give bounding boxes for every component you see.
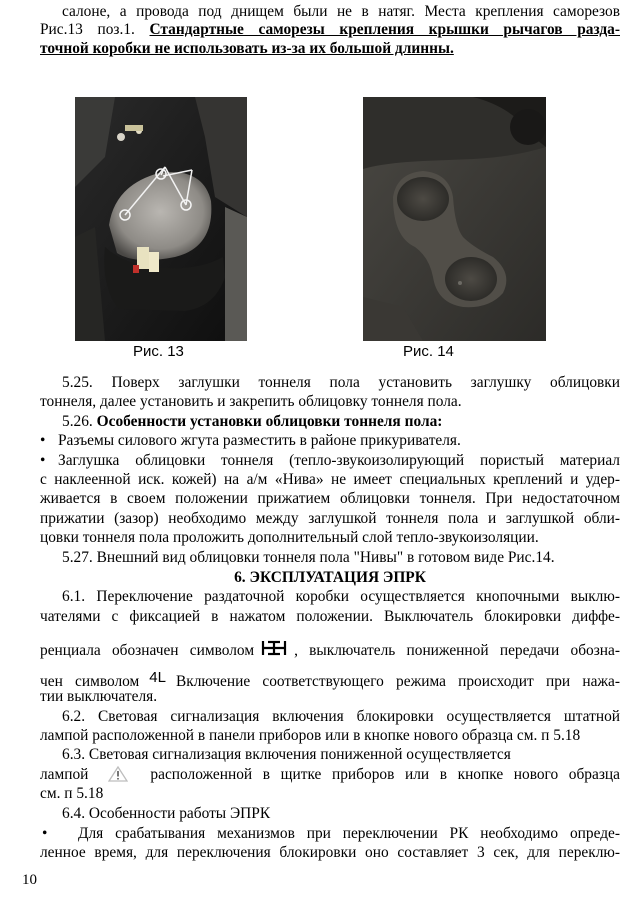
para-6-3-line3: см. п 5.18 (40, 785, 104, 802)
para-6-3-line1: 6.3. Световая сигнализация включения пониженной осуществляется (62, 746, 511, 763)
bullet-3-line2: ленное время, для переключения блокировки оно составляет 3 сек, для переклю- (40, 844, 620, 861)
para-6-1-text-a: ренциала обозначен символом (40, 642, 255, 659)
bullet-icon: • (40, 452, 46, 469)
bullet-2-line1 (40, 452, 620, 470)
bullet-3-text: Для срабатывания механизмов при переключении РК необходимо опреде- (78, 825, 620, 842)
photo-14-image (363, 97, 546, 341)
para-5-27: 5.27. Внешний вид облицовки тоннеля пола "Нивы" в готовом виде Рис.14. (62, 549, 555, 566)
photo-fig-13 (75, 97, 247, 341)
photo-13-image (75, 97, 247, 341)
bullet-2-line5: цовки тоннеля пола проложить дополнительный слой тепло-звукоизоляции. (40, 529, 539, 546)
para-6-1-text-c: чен символом (40, 673, 140, 690)
warning-text-part2: точной коробки не использовать из-за их большой длинны. (40, 40, 454, 57)
differential-lock-icon (260, 639, 288, 662)
bullet-icon: • (40, 432, 46, 449)
para-6-4: 6.4. Особенности работы ЭПРК (62, 805, 271, 822)
caption-fig-14: Рис. 14 (403, 343, 454, 360)
para-5-26-number: 5.26. (62, 413, 97, 430)
bullet-2-line4: прижатии (зазор) необходимо между заглушкой тоннеля пола и заглушкой обли- (40, 510, 620, 527)
para-6-3-text-b: расположенной в щитке приборов или в кнопке нового образца (150, 766, 620, 783)
caption-fig-13: Рис. 13 (133, 343, 184, 360)
para-6-1-text-b: , выключатель пониженной передачи обозна- (294, 642, 620, 659)
low-gear-4l-icon: 4L (149, 669, 166, 686)
bullet-icon: • (42, 825, 48, 842)
para-6-1-line1: 6.1. Переключение раздаточной коробки осуществляется кнопочными выклю- (62, 588, 620, 605)
fig-ref: Рис.13 поз.1. (40, 21, 150, 38)
para-6-1-text-d: Включение соответствующего режима происходит при нажа- (175, 673, 620, 690)
para-5-26-title: Особенности установки облицовки тоннеля пола: (96, 413, 443, 430)
page-number: 10 (22, 872, 37, 888)
para-6-2-line1: 6.2. Световая сигнализация включения блокировки осуществляется штатной (62, 708, 620, 725)
bullet-2-text: Заглушка облицовки тоннеля (тепло-звукоизолирующий пористый материал (58, 452, 620, 469)
para-5-25-line1: 5.25. Поверх заглушки тоннеля пола установить заглушку облицовки (62, 374, 620, 391)
bullet-2-line3: живается в своем положении прижатием облицовки тоннеля. При недостаточном (40, 490, 620, 507)
para-6-3-text-a: лампой (40, 766, 89, 783)
text-line-1: салоне, а провода под днищем были не в натяг. Места крепления саморезов (62, 3, 620, 20)
bullet-1 (40, 432, 461, 450)
text-line-2 (40, 21, 620, 39)
para-6-1-line3 (40, 639, 620, 662)
para-6-2-line2: лампой расположенной в панели приборов или в кнопке нового образца см. п 5.18 (40, 727, 581, 744)
warning-triangle-icon (108, 766, 128, 787)
para-5-26 (62, 413, 442, 431)
para-5-25-line2: тоннеля, далее установить и закрепить облицовку тоннеля пола. (40, 393, 462, 410)
bullet-2-line2: с наклеенной иск. кожей) на а/м «Нива» не имеет специальных креплений и удер- (40, 471, 620, 488)
para-6-1-line2: чателями с фиксацией в нажатом положении. Выключатель блокировки диффе- (40, 608, 620, 625)
photo-fig-14 (363, 97, 546, 341)
para-6-1-line5: тии выключателя. (40, 688, 158, 705)
warning-text-part1: Стандартные саморезы крепления крышки рычагов разда- (149, 21, 620, 38)
section-heading-6: 6. ЭКСПЛУАТАЦИЯ ЭПРК (234, 569, 426, 586)
para-6-3-line2 (40, 766, 620, 787)
bullet-1-text: Разъемы силового жгута разместить в районе прикуривателя. (58, 432, 461, 449)
bullet-3-line1 (42, 825, 620, 843)
